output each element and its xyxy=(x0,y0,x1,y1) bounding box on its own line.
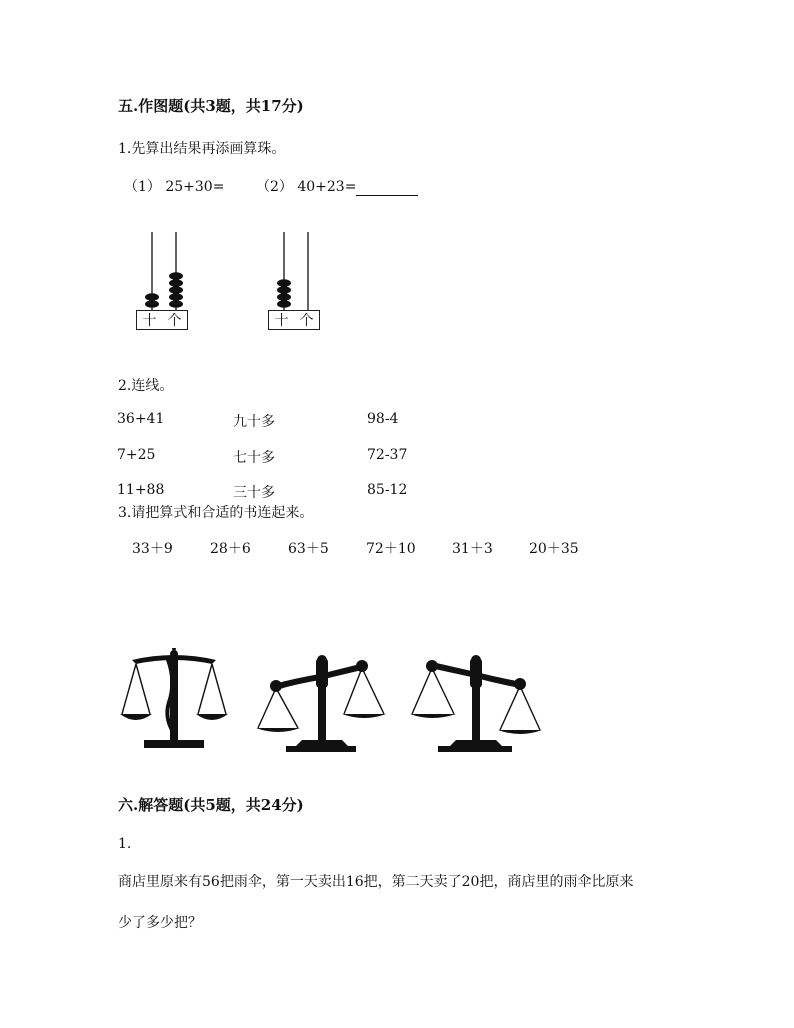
ones-label: 个 xyxy=(167,313,182,329)
abacus-1-label xyxy=(136,310,188,330)
s6-q1-line2: 少了多少把？ xyxy=(118,915,202,931)
q1-part2: （2） 40+23= xyxy=(256,179,357,195)
q3-expr-5[interactable]: 31＋3 xyxy=(452,541,493,557)
abacus-bead xyxy=(169,293,183,301)
q2-row2-middle[interactable]: 七十多 xyxy=(233,450,275,466)
q3-expr-3[interactable]: 63＋5 xyxy=(288,541,329,557)
s6-q1-number: 1. xyxy=(118,836,132,852)
q1-prompt: 1.先算出结果再添画算珠。 xyxy=(118,141,286,157)
q2-row2-left[interactable]: 7+25 xyxy=(117,447,156,463)
balance-scale-1-icon[interactable] xyxy=(118,646,230,750)
q3-expr-6[interactable]: 20＋35 xyxy=(529,541,579,557)
tens-label: 十 xyxy=(142,313,157,329)
q3-expr-1[interactable]: 33＋9 xyxy=(132,541,173,557)
abacus-2-rods xyxy=(262,232,342,312)
s6-q1-line1: 商店里原来有56把雨伞，第一天卖出16把，第二天卖了20把，商店里的雨伞比原来 xyxy=(118,874,634,890)
abacus-bead xyxy=(169,272,183,280)
q2-row2-right[interactable]: 72-37 xyxy=(367,447,408,463)
abacus-bead xyxy=(277,279,291,287)
q1-part2-wrap xyxy=(256,176,418,196)
abacus-bead xyxy=(277,286,291,294)
q2-row3-middle[interactable]: 三十多 xyxy=(233,485,275,501)
abacus-bead xyxy=(277,293,291,301)
abacus-1-rods xyxy=(130,232,210,312)
q1-part1: （1） 25+30= xyxy=(124,179,225,195)
ones-label: 个 xyxy=(299,313,314,329)
q2-row3-right[interactable]: 85-12 xyxy=(367,482,408,498)
abacus-bead xyxy=(277,300,291,308)
q2-row1-right[interactable]: 98-4 xyxy=(367,411,399,427)
answer-blank[interactable] xyxy=(356,181,418,196)
abacus-bead xyxy=(145,293,159,301)
q3-expr-4[interactable]: 72＋10 xyxy=(366,541,416,557)
q3-prompt: 3.请把算式和合适的书连起来。 xyxy=(118,505,314,521)
q2-prompt: 2.连线。 xyxy=(118,378,174,394)
section5-title: 五.作图题(共3题，共17分) xyxy=(118,97,304,115)
abacus-2-label xyxy=(268,310,320,330)
tens-label: 十 xyxy=(274,313,289,329)
q3-expr-2[interactable]: 28＋6 xyxy=(210,541,251,557)
q2-row1-left[interactable]: 36+41 xyxy=(117,411,165,427)
q2-row3-left[interactable]: 11+88 xyxy=(117,482,165,498)
abacus-bead xyxy=(169,279,183,287)
section6-title: 六.解答题(共5题，共24分) xyxy=(118,796,304,814)
abacus-bead xyxy=(145,300,159,308)
q2-row1-middle[interactable]: 九十多 xyxy=(233,414,275,430)
abacus-bead xyxy=(169,286,183,294)
abacus-bead xyxy=(169,300,183,308)
balance-scale-3-icon[interactable] xyxy=(410,654,544,754)
balance-scale-2-icon[interactable] xyxy=(256,654,390,754)
